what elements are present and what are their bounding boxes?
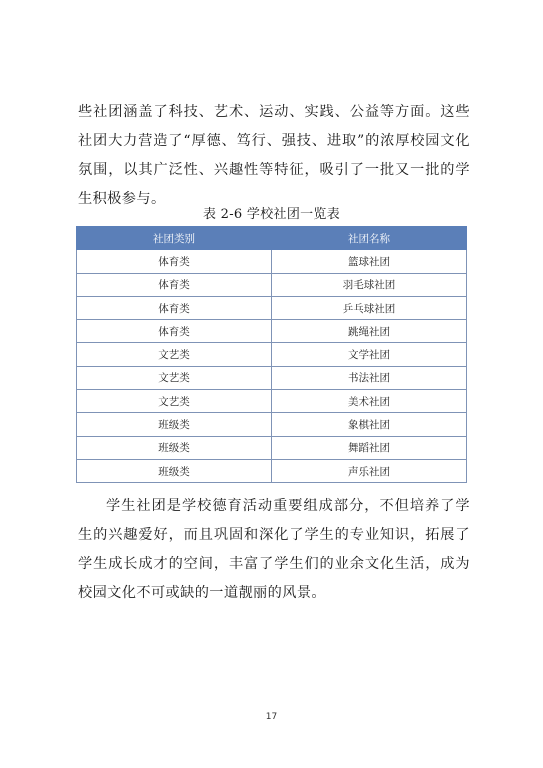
club-name-cell: 乒乓球社团 [272,296,467,319]
club-category-cell: 班级类 [77,459,272,482]
header-club-category: 社团类别 [77,227,272,250]
table-row [77,390,467,413]
table-row [77,273,467,296]
header-club-name: 社团名称 [272,227,467,250]
club-name-cell: 舞蹈社团 [272,436,467,459]
club-name-cell: 声乐社团 [272,459,467,482]
club-category-cell: 体育类 [77,320,272,343]
club-name-cell: 羽毛球社团 [272,273,467,296]
club-name-cell: 书法社团 [272,366,467,389]
club-name-cell: 文学社团 [272,343,467,366]
club-name-cell: 美术社团 [272,390,467,413]
club-category-cell: 班级类 [77,413,272,436]
clubs-table [76,226,467,483]
club-name-cell: 篮球社团 [272,250,467,273]
table-row [77,436,467,459]
club-category-cell: 体育类 [77,296,272,319]
table-row [77,343,467,366]
table-row [77,296,467,319]
club-category-cell: 文艺类 [77,390,272,413]
body-paragraph-intro: 些社团涵盖了科技、艺术、运动、实践、公益等方面。这些社团大力营造了“厚德、笃行、强技、进取”的浓厚校园文化氛围，以其广泛性、兴趣性等特征，吸引了一批又一批的学生积极参与。 [78,104,470,207]
club-category-cell: 班级类 [77,436,272,459]
table-row [77,320,467,343]
club-name-cell: 跳绳社团 [272,320,467,343]
body-paragraph-conclusion: 学生社团是学校德育活动重要组成部分，不但培养了学生的兴趣爱好，而且巩固和深化了学生的专业知识，拓展了学生成长成才的空间，丰富了学生们的业余文化生活，成为校园文化不可或缺的一道靓丽的风景。 [78,498,470,601]
table-row [77,413,467,436]
table-row [77,366,467,389]
club-name-cell: 象棋社团 [272,413,467,436]
table-caption: 表 2-6 学校社团一览表 [202,207,341,222]
page-number: 17 [265,712,278,722]
club-category-cell: 文艺类 [77,366,272,389]
table-row [77,250,467,273]
club-category-cell: 体育类 [77,273,272,296]
club-category-cell: 体育类 [77,250,272,273]
club-category-cell: 文艺类 [77,343,272,366]
table-row [77,459,467,482]
table-header-row [77,227,467,250]
